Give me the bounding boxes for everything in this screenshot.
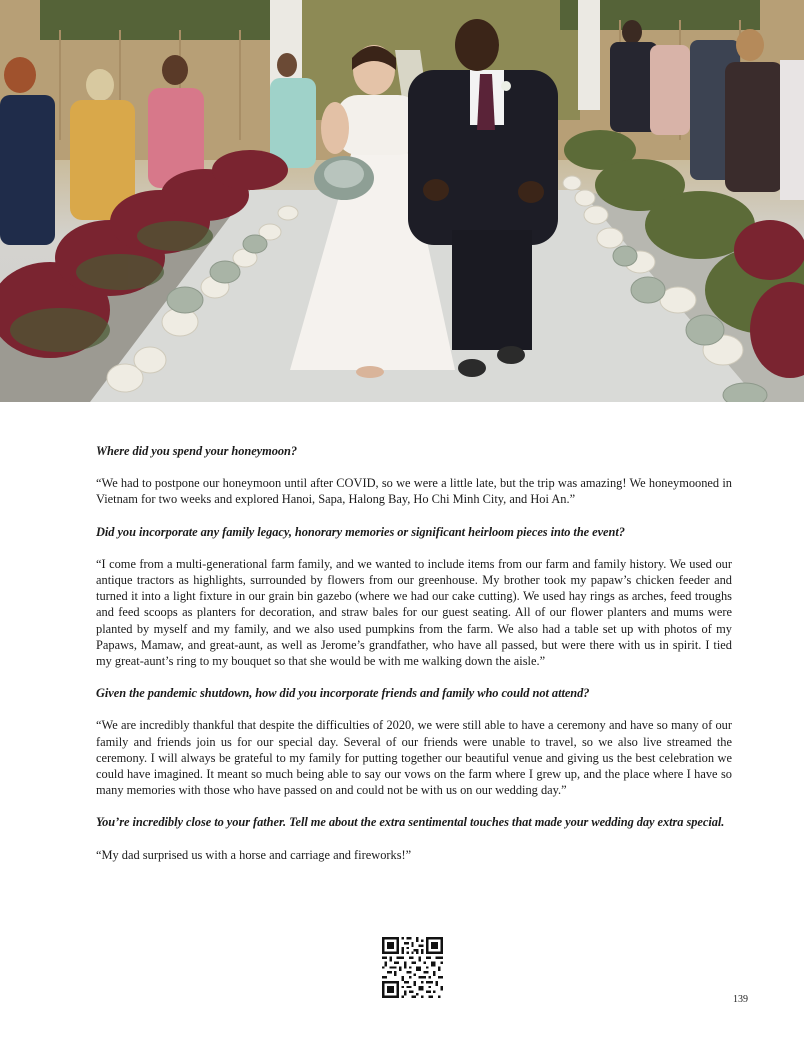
question-father: You’re incredibly close to your father. Tell me about the extra sentimental touches that made your wedding day extra special.: [96, 815, 725, 830]
page-number: 139: [733, 994, 748, 1005]
answer-pandemic: “We are incredibly thankful that despite the difficulties of 2020, we were still able to have a ceremony and have so many of our family and friends join us for our special day. Several of our friends were unable to travel, so we also live streamed the ceremony. I will always be grateful to my family for putting together our beautiful venue and giving us the best celebration we could have imagined. It meant so much being able to say our vows on the farm where I grew up, and the place where I have so many memories with those who have passed on and could not be with us on our wedding day.”: [96, 718, 732, 798]
answer-father: “My dad surprised us with a horse and carriage and fireworks!”: [96, 847, 412, 862]
qr-code-graphic: [382, 937, 443, 998]
question-honeymoon: Where did you spend your honeymoon?: [96, 444, 297, 458]
qr-code-icon[interactable]: [382, 937, 443, 998]
answer-honeymoon: “We had to postpone our honeymoon until after COVID, so we were a little late, but the trip was amazing! We honeymooned in Vietnam for two weeks and explored Hanoi, Sapa, Halong Bay, Ho Chi Minh City, and Hoi An.”: [96, 476, 732, 507]
question-family-legacy: Did you incorporate any family legacy, honorary memories or significant heirloom pieces into the event?: [96, 524, 625, 539]
wedding-photo-illustration: [0, 0, 804, 402]
question-pandemic: Given the pandemic shutdown, how did you incorporate friends and family who could not attend?: [96, 686, 590, 701]
article-body: [96, 443, 732, 879]
wedding-photo: [0, 0, 804, 402]
answer-family-legacy: “I come from a multi-generational farm family, and we wanted to include items from our farm and family history. We used our antique tractors as highlights, surrounded by flowers from our greenhouse. My brother took my papaw’s chicken feeder and turned it into a light fixture in our grain bin gazebo (where we had our cake cutting). We used hay rings as arches, feed troughs and feed scoops as planters for decoration, and straw bales for our guest seating. All of our flower planters and mums were planted by myself and my family, and we also used pumpkins from the farm. We also had a table set up with photos of my Papaws, Mamaw, and great-aunt, as well as Jerome’s grandfather, who have all passed, but were there with us in spirit. I tied my great-aunt’s ring to my bouquet so that she would be with me walking down the aisle.”: [96, 556, 732, 669]
